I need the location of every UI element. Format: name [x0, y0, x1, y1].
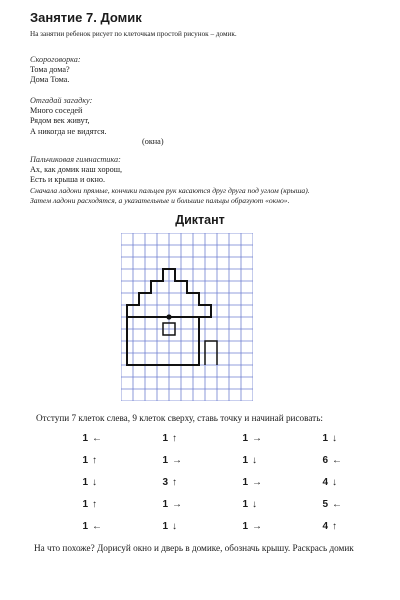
- arrow-right-icon: →: [172, 455, 182, 466]
- arrow-down-icon: ↓: [332, 433, 337, 444]
- arrow-right-icon: →: [252, 477, 262, 488]
- command-step: [318, 472, 337, 494]
- arrow-left-icon: ←: [332, 499, 342, 510]
- command-row: [78, 494, 368, 516]
- step-count: 1: [242, 433, 248, 444]
- arrow-up-icon: ↑: [92, 499, 97, 510]
- step-count: 3: [162, 477, 168, 488]
- step-count: 1: [162, 433, 168, 444]
- step-count: 4: [322, 521, 328, 532]
- step-count: 1: [82, 499, 88, 510]
- step-count: 1: [162, 499, 168, 510]
- arrow-left-icon: ←: [92, 521, 102, 532]
- finger-gym-line: Ах, как домик наш хорош,: [30, 165, 123, 175]
- graph-paper-grid: [121, 233, 253, 401]
- arrow-up-icon: ↑: [172, 433, 177, 444]
- arrow-right-icon: →: [252, 521, 262, 532]
- tongue-twister-heading: Скороговорка:: [30, 55, 81, 64]
- command-step: [78, 494, 97, 516]
- command-step: [238, 516, 262, 538]
- command-step: [238, 494, 257, 516]
- command-step: [318, 428, 337, 450]
- command-step: [78, 516, 102, 538]
- command-row: [78, 472, 368, 494]
- step-count: 1: [82, 433, 88, 444]
- finger-gym-line: Есть и крыша и окно.: [30, 175, 106, 185]
- tongue-twister-block: [30, 55, 81, 86]
- step-count: 1: [82, 455, 88, 466]
- arrow-right-icon: →: [172, 499, 182, 510]
- step-count: 5: [322, 499, 328, 510]
- final-task-text: На что похоже? Дорисуй окно и дверь в домике, обозначь крышу. Раскрась домик: [34, 543, 354, 553]
- command-grid: [78, 428, 368, 538]
- command-step: [238, 450, 257, 472]
- step-count: 1: [162, 455, 168, 466]
- dictant-instruction: Отступи 7 клеток слева, 9 клеток сверху, ставь точку и начинай рисовать:: [36, 413, 323, 423]
- riddle-line: Рядом век живут,: [30, 116, 90, 126]
- page-title: Занятие 7. Домик: [30, 10, 142, 25]
- finger-gym-note: Сначала ладони прямые, кончики пальцев рук касаются друг друга под углом (крыша).: [30, 185, 310, 195]
- command-step: [158, 428, 177, 450]
- riddle-heading: Отгадай загадку:: [30, 96, 93, 105]
- dictant-title: Диктант: [175, 213, 225, 227]
- arrow-left-icon: ←: [332, 455, 342, 466]
- arrow-down-icon: ↓: [252, 499, 257, 510]
- step-count: 1: [82, 477, 88, 488]
- house-drawing: [127, 269, 217, 365]
- step-count: 1: [242, 455, 248, 466]
- step-count: 1: [162, 521, 168, 532]
- arrow-up-icon: ↑: [172, 477, 177, 488]
- step-count: 1: [242, 521, 248, 532]
- arrow-up-icon: ↑: [92, 455, 97, 466]
- finger-gym-note: Затем ладони расходятся, а указательные и большие пальцы образуют «окно».: [30, 195, 290, 205]
- intro-text: На занятии ребенок рисует по клеточкам простой рисунок – домик.: [30, 30, 237, 38]
- arrow-down-icon: ↓: [172, 521, 177, 532]
- riddle-answer: (окна): [142, 136, 164, 146]
- step-count: 4: [322, 477, 328, 488]
- arrow-down-icon: ↓: [252, 455, 257, 466]
- step-count: 1: [242, 477, 248, 488]
- riddle-line: А никогда не видятся.: [30, 126, 107, 136]
- command-step: [318, 450, 342, 472]
- command-row: [78, 450, 368, 472]
- command-step: [318, 516, 337, 538]
- arrow-up-icon: ↑: [332, 521, 337, 532]
- step-count: 1: [242, 499, 248, 510]
- command-step: [78, 472, 97, 494]
- arrow-right-icon: →: [252, 433, 262, 444]
- command-step: [158, 450, 182, 472]
- command-step: [158, 494, 182, 516]
- step-count: 1: [322, 433, 328, 444]
- tongue-twister-line: Тома дома?: [30, 65, 70, 75]
- riddle-block: [30, 96, 164, 147]
- command-row: [78, 428, 368, 450]
- command-step: [158, 472, 177, 494]
- command-step: [158, 516, 177, 538]
- command-step: [78, 428, 102, 450]
- finger-gym-heading: Пальчиковая гимнастика:: [30, 155, 121, 164]
- arrow-down-icon: ↓: [92, 477, 97, 488]
- command-step: [238, 428, 262, 450]
- step-count: 6: [322, 455, 328, 466]
- command-step: [78, 450, 97, 472]
- arrow-left-icon: ←: [92, 433, 102, 444]
- command-step: [318, 494, 342, 516]
- command-step: [238, 472, 262, 494]
- step-count: 1: [82, 521, 88, 532]
- finger-gym-block: [30, 155, 310, 206]
- arrow-down-icon: ↓: [332, 477, 337, 488]
- command-row: [78, 516, 368, 538]
- tongue-twister-line: Дома Тома.: [30, 75, 70, 85]
- start-point: [166, 314, 171, 319]
- riddle-line: Много соседей: [30, 106, 83, 116]
